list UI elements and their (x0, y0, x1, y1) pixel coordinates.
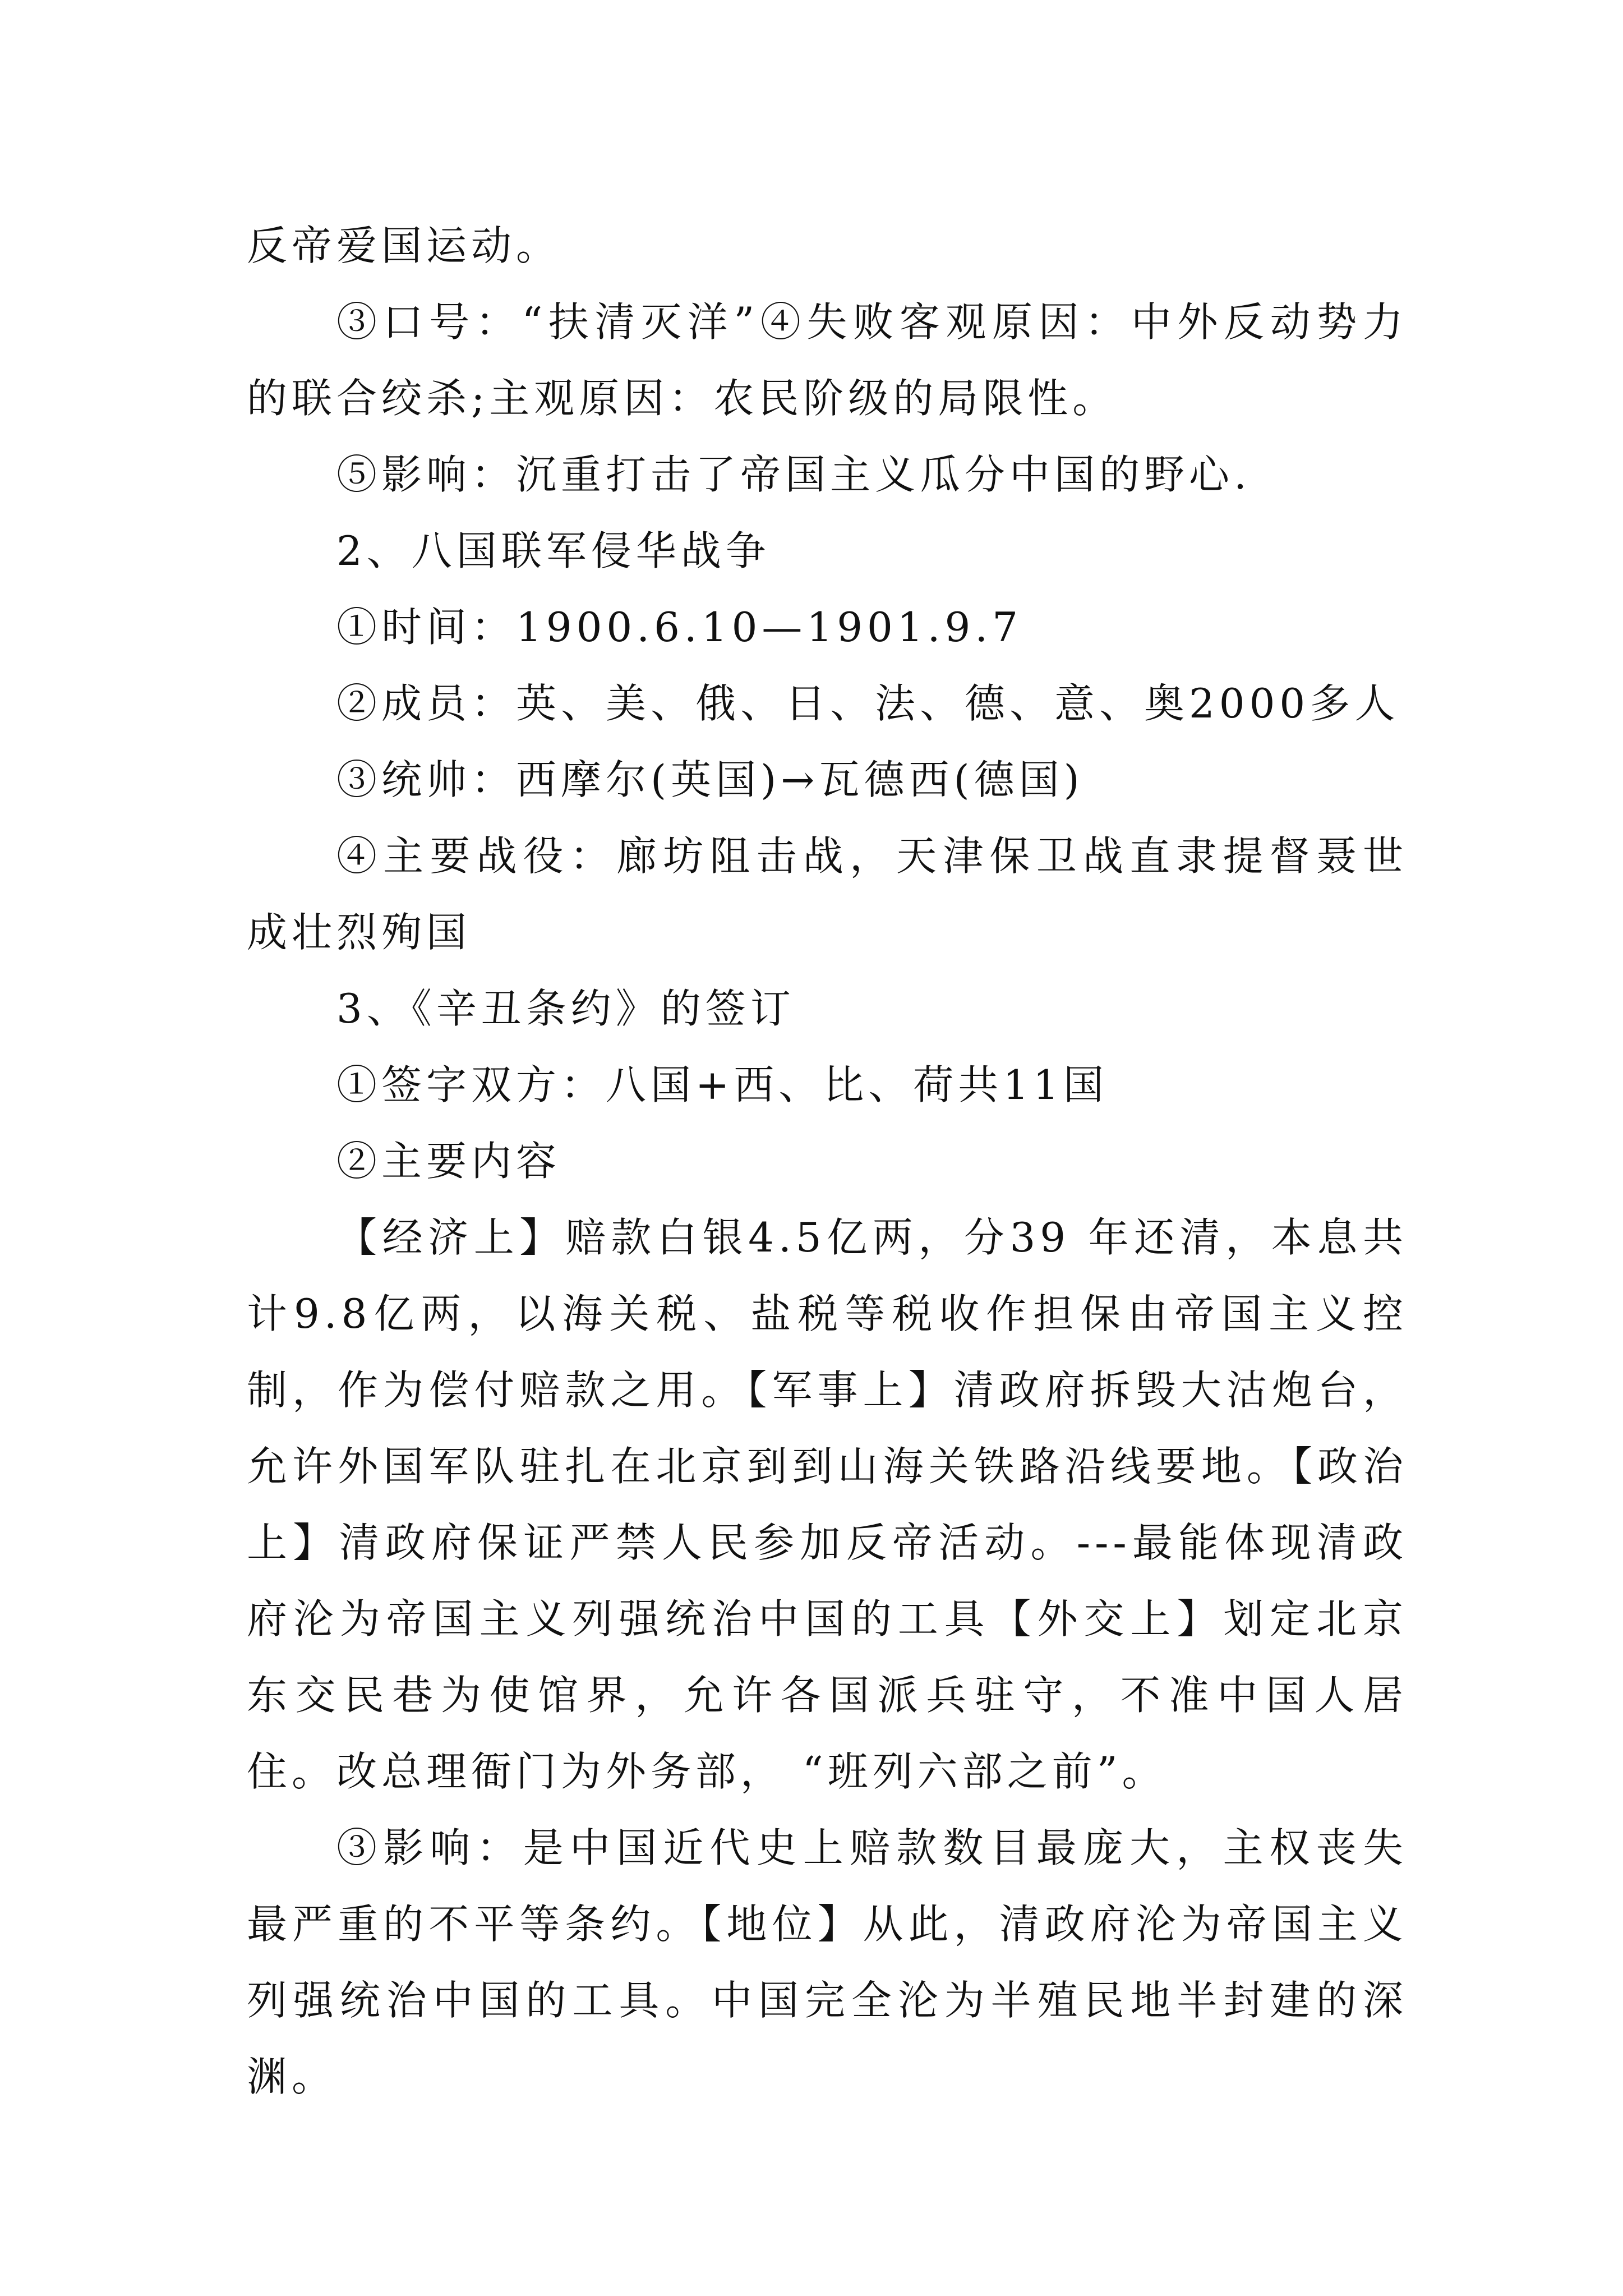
paragraph-4: 2、八国联军侵华战争 (336, 527, 771, 574)
paragraph-9: 3、《辛丑条约》的签订 (336, 985, 795, 1032)
paragraph-10: ①签字双方：八国+西、比、荷共11国 (336, 1061, 1108, 1108)
paragraph-2: ③口号：“扶清灭洋”④失败客观原因：中外反动势力的联合绞杀;主观原因：农民阶级的局限性。 (247, 298, 1408, 422)
paragraph-5: ①时间：1900.6.10—1901.9.7 (336, 604, 1023, 651)
document-body (247, 208, 1408, 2115)
paragraph-1: 反帝爱国运动。 (247, 222, 561, 269)
paragraph-3: ⑤影响：沉重打击了帝国主义瓜分中国的野心. (336, 451, 1251, 498)
paragraph-6: ②成员：英、美、俄、日、法、德、意、奥2000多人 (336, 680, 1400, 727)
paragraph-11: ②主要内容 (336, 1138, 561, 1185)
paragraph-7: ③统帅：西摩尔(英国)→瓦德西(德国) (336, 756, 1084, 803)
paragraph-12: 【经济上】赔款白银4.5亿两，分39 年还清，本息共计9.8亿两，以海关税、盐税等税收作担保由帝国主义控制，作为偿付赔款之用。【军事上】清政府拆毁大沽炮台，允许外国军队驻扎在北京到到山海关铁路沿线要地。【政治上】清政府保证严禁人民参加反帝活动。---最能体现清政府沦为帝国主义列强统治中国的工具【外交上】划定北京东交民巷为使馆界，允许各国派兵驻守，不准中国人居住。改总理衙门为外务部， “班列六部之前”。 (247, 1214, 1408, 1795)
paragraph-8: ④主要战役：廊坊阻击战，天津保卫战直隶提督聂世成壮烈殉国 (247, 832, 1408, 956)
paragraph-13: ③影响：是中国近代史上赔款数目最庞大，主权丧失最严重的不平等条约。【地位】从此，清政府沦为帝国主义列强统治中国的工具。中国完全沦为半殖民地半封建的深渊。 (247, 1824, 1408, 2100)
